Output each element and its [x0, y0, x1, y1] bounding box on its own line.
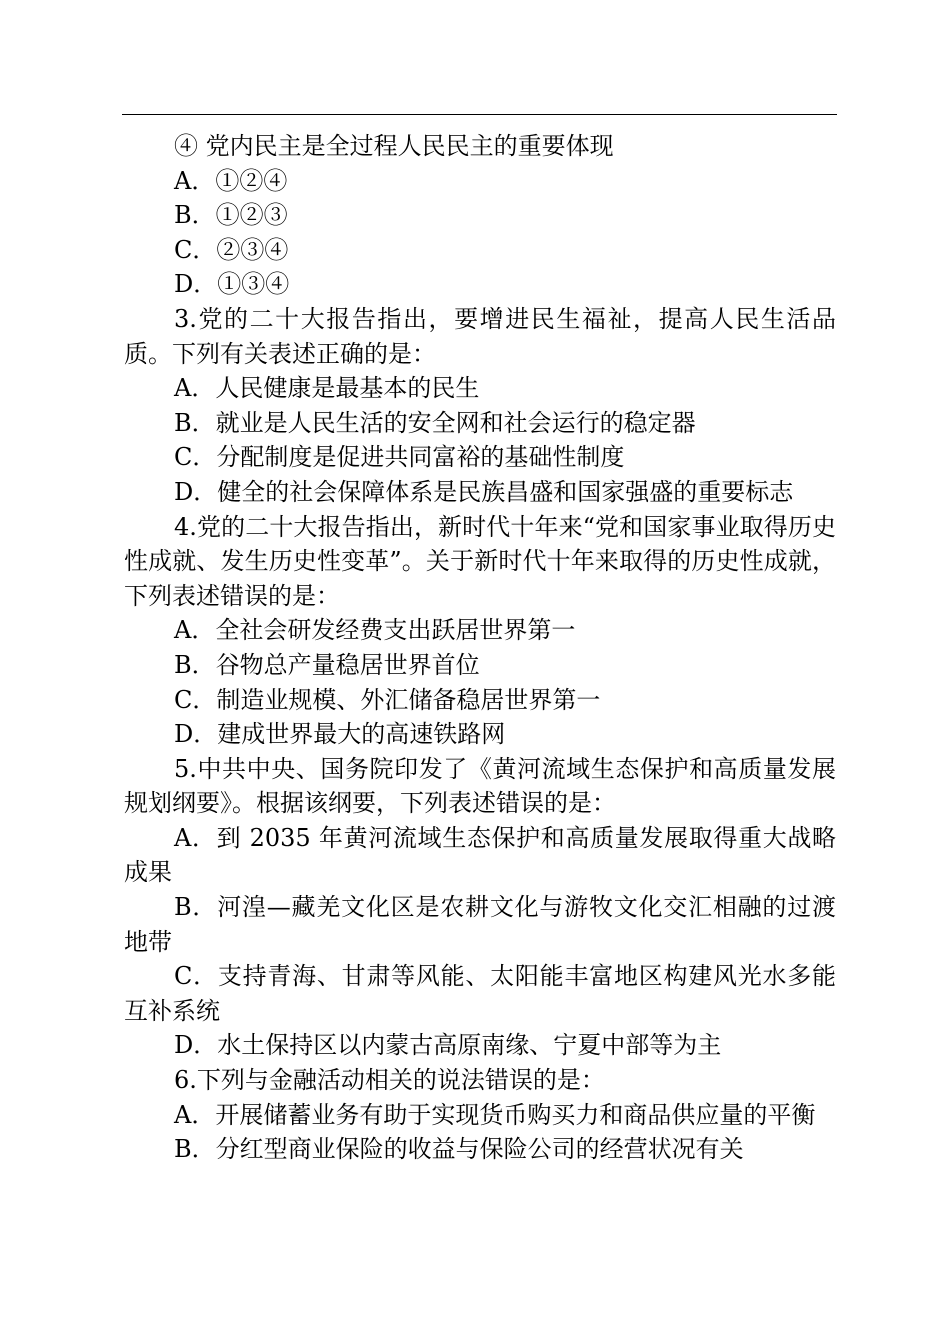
- question-4-option-d: D．建成世界最大的高速铁路网: [174, 720, 506, 749]
- header-rule: [122, 114, 837, 115]
- prev-option-a: A．①②④: [174, 166, 288, 195]
- question-3-option-d: D．健全的社会保障体系是民族昌盛和国家强盛的重要标志: [174, 477, 794, 506]
- question-3-option-c: C．分配制度是促进共同富裕的基础性制度: [174, 443, 625, 472]
- statement-4: ④ 党内民主是全过程人民民主的重要体现: [174, 132, 614, 160]
- question-5-stem: 5.中共中央、国务院印发了《黄河流域生态保护和高质量发展规划纲要》。根据该纲要，下列表述错误的是：: [124, 754, 836, 818]
- prev-option-d: D．①③④: [174, 270, 290, 299]
- question-5-option-c: C．支持青海、甘肃等风能、太阳能丰富地区构建风光水多能互补系统: [124, 962, 836, 1025]
- question-4-option-a: A．全社会研发经费支出跃居世界第一: [174, 616, 576, 645]
- question-6-option-b: B．分红型商业保险的收益与保险公司的经营状况有关: [174, 1135, 744, 1164]
- question-3-option-a: A．人民健康是最基本的民生: [174, 374, 480, 403]
- question-4-option-c: C．制造业规模、外汇储备稳居世界第一: [174, 685, 601, 714]
- question-4-option-b: B．谷物总产量稳居世界首位: [174, 650, 480, 679]
- prev-option-c: C．②③④: [174, 235, 289, 264]
- question-3-stem: 3.党的二十大报告指出，要增进民生福祉，提高人民生活品质。下列有关表述正确的是：: [124, 304, 836, 368]
- question-5-option-d: D．水土保持区以内蒙古高原南缘、宁夏中部等为主: [174, 1031, 722, 1060]
- document-body: [124, 129, 836, 1167]
- question-6-option-a: A．开展储蓄业务有助于实现货币购买力和商品供应量的平衡: [174, 1100, 816, 1129]
- question-5-option-a: A．到 2035 年黄河流域生态保护和高质量发展取得重大战略成果: [124, 823, 836, 887]
- prev-option-b: B．①②③: [174, 201, 288, 230]
- question-6-stem: 6.下列与金融活动相关的说法错误的是：: [174, 1066, 605, 1095]
- question-4-stem: 4.党的二十大报告指出，新时代十年来“党和国家事业取得历史性成就、发生历史性变革”。关于新时代十年来取得的历史性成就，下列表述错误的是：: [124, 512, 836, 610]
- question-3-option-b: B．就业是人民生活的安全网和社会运行的稳定器: [174, 408, 696, 437]
- question-5-option-b: B．河湟—藏羌文化区是农耕文化与游牧文化交汇相融的过渡地带: [124, 893, 836, 956]
